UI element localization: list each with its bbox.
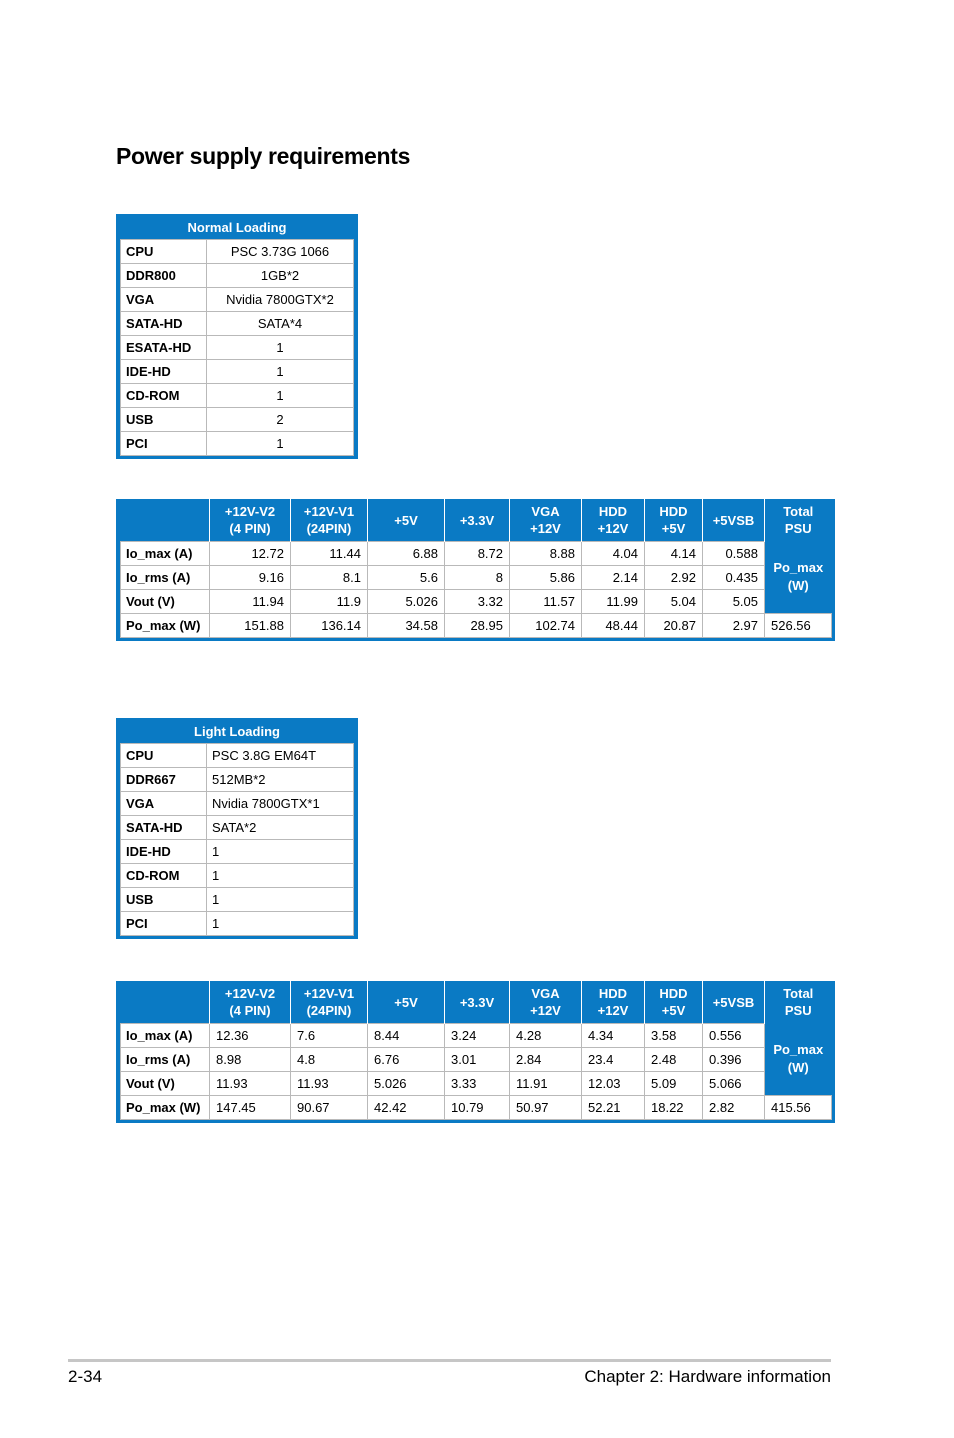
power-value: 48.44 — [582, 614, 645, 638]
power-row — [121, 1024, 832, 1048]
power-value: 4.28 — [510, 1024, 582, 1048]
config-value: PSC 3.8G EM64T — [207, 744, 354, 768]
power-value: 7.6 — [291, 1024, 368, 1048]
power-value: 5.05 — [703, 590, 765, 614]
config-row — [121, 240, 354, 264]
power-value: 11.93 — [291, 1072, 368, 1096]
light-power-header-row — [121, 981, 832, 1024]
config-key: CD-ROM — [121, 864, 207, 888]
config-key: CD-ROM — [121, 384, 207, 408]
column-header — [445, 499, 510, 542]
light-power-grid — [120, 981, 832, 1120]
power-value: 4.14 — [645, 542, 703, 566]
config-value: 1GB*2 — [207, 264, 354, 288]
power-value: 5.026 — [368, 590, 445, 614]
header-blank — [121, 499, 210, 542]
power-value: 20.87 — [645, 614, 703, 638]
config-key: VGA — [121, 792, 207, 816]
column-header — [368, 981, 445, 1024]
column-header — [510, 499, 582, 542]
power-value: 5.026 — [368, 1072, 445, 1096]
column-header — [210, 981, 291, 1024]
power-value: 0.588 — [703, 542, 765, 566]
config-row — [121, 288, 354, 312]
config-value: 512MB*2 — [207, 768, 354, 792]
power-value: 4.8 — [291, 1048, 368, 1072]
config-row — [121, 888, 354, 912]
column-header-line1: VGA — [531, 986, 560, 1001]
config-key: CPU — [121, 744, 207, 768]
config-key: PCI — [121, 912, 207, 936]
column-header-line1: +5V — [394, 994, 418, 1010]
page-number: 2-34 — [68, 1367, 103, 1386]
column-header — [210, 499, 291, 542]
power-row-label: Io_max (A) — [121, 542, 210, 566]
column-header — [510, 981, 582, 1024]
config-key: SATA-HD — [121, 816, 207, 840]
column-header-line1: +12V-V1 — [303, 986, 355, 1001]
power-row-label: Po_max (W) — [121, 614, 210, 638]
total-header-line1: Total — [783, 504, 814, 520]
config-value: SATA*2 — [207, 816, 354, 840]
column-header-line1: +12V-V2 — [224, 986, 276, 1001]
config-key: USB — [121, 888, 207, 912]
config-value: 1 — [207, 384, 354, 408]
power-value: 2.84 — [510, 1048, 582, 1072]
config-key: VGA — [121, 288, 207, 312]
normal-power-table — [116, 499, 835, 641]
power-value: 6.76 — [368, 1048, 445, 1072]
power-value: 6.88 — [368, 542, 445, 566]
power-value: 3.58 — [645, 1024, 703, 1048]
power-value: 2.14 — [582, 566, 645, 590]
column-header — [291, 499, 368, 542]
power-row — [121, 614, 832, 638]
config-row — [121, 264, 354, 288]
config-key: ESATA-HD — [121, 336, 207, 360]
config-row — [121, 768, 354, 792]
page-title: Power supply requirements — [116, 143, 411, 169]
config-value: Nvidia 7800GTX*2 — [207, 288, 354, 312]
total-label-line2: (W) — [787, 1060, 809, 1076]
power-value: 4.04 — [582, 542, 645, 566]
column-header-line2: (4 PIN) — [229, 1003, 271, 1018]
power-row-label: Vout (V) — [121, 1072, 210, 1096]
power-value: 0.435 — [703, 566, 765, 590]
power-value: 5.066 — [703, 1072, 765, 1096]
power-value: 18.22 — [645, 1096, 703, 1120]
power-row-label: Io_max (A) — [121, 1024, 210, 1048]
column-header-line1: VGA — [531, 504, 560, 519]
power-value: 10.79 — [445, 1096, 510, 1120]
config-row — [121, 432, 354, 456]
power-row-label: Io_rms (A) — [121, 566, 210, 590]
total-psu-header — [765, 499, 832, 542]
column-header-line2: (4 PIN) — [229, 521, 271, 536]
power-value: 8.72 — [445, 542, 510, 566]
light-loading-table — [116, 718, 358, 939]
config-value: 2 — [207, 408, 354, 432]
power-value: 2.82 — [703, 1096, 765, 1120]
column-header — [645, 981, 703, 1024]
config-value: 1 — [207, 840, 354, 864]
power-value: 50.97 — [510, 1096, 582, 1120]
column-header-line1: +5V — [394, 512, 418, 528]
column-header-line1: HDD — [659, 504, 688, 519]
total-psu-value: 526.56 — [765, 614, 832, 638]
power-value: 11.44 — [291, 542, 368, 566]
config-row — [121, 912, 354, 936]
total-label-line2: (W) — [787, 578, 809, 594]
column-header — [445, 981, 510, 1024]
config-value: 1 — [207, 336, 354, 360]
column-header-line1: HDD — [598, 504, 628, 519]
light-loading-body — [120, 743, 354, 936]
power-value: 8.44 — [368, 1024, 445, 1048]
power-value: 0.556 — [703, 1024, 765, 1048]
config-value: 1 — [207, 360, 354, 384]
power-value: 11.99 — [582, 590, 645, 614]
column-header-line2: +12V — [597, 521, 629, 536]
config-key: DDR800 — [121, 264, 207, 288]
config-row — [121, 864, 354, 888]
power-row — [121, 566, 832, 590]
config-key: USB — [121, 408, 207, 432]
power-value: 4.34 — [582, 1024, 645, 1048]
column-header — [291, 981, 368, 1024]
config-key: CPU — [121, 240, 207, 264]
power-value: 28.95 — [445, 614, 510, 638]
total-header-line2: PSU — [784, 521, 812, 537]
light-loading-header: Light Loading — [194, 724, 280, 739]
normal-loading-body — [120, 239, 354, 456]
config-row — [121, 336, 354, 360]
power-value: 8.88 — [510, 542, 582, 566]
config-row — [121, 816, 354, 840]
power-value: 34.58 — [368, 614, 445, 638]
column-header-line2: +12V — [597, 1003, 629, 1018]
config-key: PCI — [121, 432, 207, 456]
column-header — [703, 981, 765, 1024]
power-row-label: Io_rms (A) — [121, 1048, 210, 1072]
config-row — [121, 384, 354, 408]
power-value: 2.97 — [703, 614, 765, 638]
power-value: 5.09 — [645, 1072, 703, 1096]
column-header — [582, 499, 645, 542]
power-value: 147.45 — [210, 1096, 291, 1120]
config-row — [121, 792, 354, 816]
power-row-label: Vout (V) — [121, 590, 210, 614]
column-header-line2: +5V — [661, 521, 686, 536]
power-value: 12.72 — [210, 542, 291, 566]
power-value: 11.91 — [510, 1072, 582, 1096]
column-header-line2: (24PIN) — [306, 521, 352, 536]
config-value: Nvidia 7800GTX*1 — [207, 792, 354, 816]
power-value: 12.36 — [210, 1024, 291, 1048]
power-value: 12.03 — [582, 1072, 645, 1096]
column-header-line2: +12V — [530, 1003, 561, 1018]
power-row — [121, 542, 832, 566]
power-value: 102.74 — [510, 614, 582, 638]
config-key: DDR667 — [121, 768, 207, 792]
column-header — [368, 499, 445, 542]
normal-power-grid — [120, 499, 832, 638]
footer-divider — [68, 1359, 831, 1362]
column-header-line1: +12V-V2 — [224, 504, 276, 519]
total-label-line1: Po_max — [773, 560, 824, 576]
power-value: 3.24 — [445, 1024, 510, 1048]
power-value: 8.98 — [210, 1048, 291, 1072]
power-value: 90.67 — [291, 1096, 368, 1120]
power-value: 2.92 — [645, 566, 703, 590]
column-header-line2: +5V — [661, 1003, 686, 1018]
column-header-line1: +3.3V — [459, 994, 495, 1010]
config-value: SATA*4 — [207, 312, 354, 336]
power-value: 23.4 — [582, 1048, 645, 1072]
total-header-line2: PSU — [784, 1003, 812, 1019]
power-value: 11.94 — [210, 590, 291, 614]
normal-loading-header: Normal Loading — [187, 220, 287, 235]
config-value: 1 — [207, 432, 354, 456]
power-value: 3.32 — [445, 590, 510, 614]
column-header-line1: +5VSB — [712, 994, 755, 1010]
light-power-table — [116, 981, 835, 1123]
power-value: 0.396 — [703, 1048, 765, 1072]
power-value: 8.1 — [291, 566, 368, 590]
column-header — [582, 981, 645, 1024]
total-po-max-label — [765, 1024, 832, 1096]
config-row — [121, 744, 354, 768]
power-value: 11.93 — [210, 1072, 291, 1096]
power-row — [121, 1096, 832, 1120]
power-value: 3.01 — [445, 1048, 510, 1072]
power-value: 3.33 — [445, 1072, 510, 1096]
column-header-line2: +12V — [530, 521, 561, 536]
config-row — [121, 840, 354, 864]
config-key: IDE-HD — [121, 840, 207, 864]
normal-loading-table — [116, 214, 358, 459]
power-value: 11.57 — [510, 590, 582, 614]
power-value: 11.9 — [291, 590, 368, 614]
total-header-line1: Total — [783, 986, 814, 1002]
chapter-title: Chapter 2: Hardware information — [584, 1367, 831, 1386]
column-header — [703, 499, 765, 542]
power-row — [121, 590, 832, 614]
power-value: 136.14 — [291, 614, 368, 638]
config-row — [121, 408, 354, 432]
column-header-line1: +3.3V — [459, 512, 495, 528]
power-value: 8 — [445, 566, 510, 590]
power-value: 5.86 — [510, 566, 582, 590]
config-row — [121, 360, 354, 384]
power-value: 5.04 — [645, 590, 703, 614]
column-header-line1: HDD — [659, 986, 688, 1001]
power-row — [121, 1048, 832, 1072]
column-header-line2: (24PIN) — [306, 1003, 352, 1018]
config-key: SATA-HD — [121, 312, 207, 336]
power-value: 9.16 — [210, 566, 291, 590]
header-blank — [121, 981, 210, 1024]
column-header-line1: +5VSB — [712, 512, 755, 528]
power-value: 52.21 — [582, 1096, 645, 1120]
config-key: IDE-HD — [121, 360, 207, 384]
normal-power-header-row — [121, 499, 832, 542]
power-value: 5.6 — [368, 566, 445, 590]
power-value: 151.88 — [210, 614, 291, 638]
power-value: 42.42 — [368, 1096, 445, 1120]
power-row — [121, 1072, 832, 1096]
config-value: 1 — [207, 912, 354, 936]
column-header-line1: HDD — [598, 986, 628, 1001]
config-row — [121, 312, 354, 336]
column-header — [645, 499, 703, 542]
config-value: 1 — [207, 864, 354, 888]
total-psu-value: 415.56 — [765, 1096, 832, 1120]
total-label-line1: Po_max — [773, 1042, 824, 1058]
config-value: 1 — [207, 888, 354, 912]
power-value: 2.48 — [645, 1048, 703, 1072]
config-value: PSC 3.73G 1066 — [207, 240, 354, 264]
total-psu-header — [765, 981, 832, 1024]
total-po-max-label — [765, 542, 832, 614]
column-header-line1: +12V-V1 — [303, 504, 355, 519]
power-row-label: Po_max (W) — [121, 1096, 210, 1120]
